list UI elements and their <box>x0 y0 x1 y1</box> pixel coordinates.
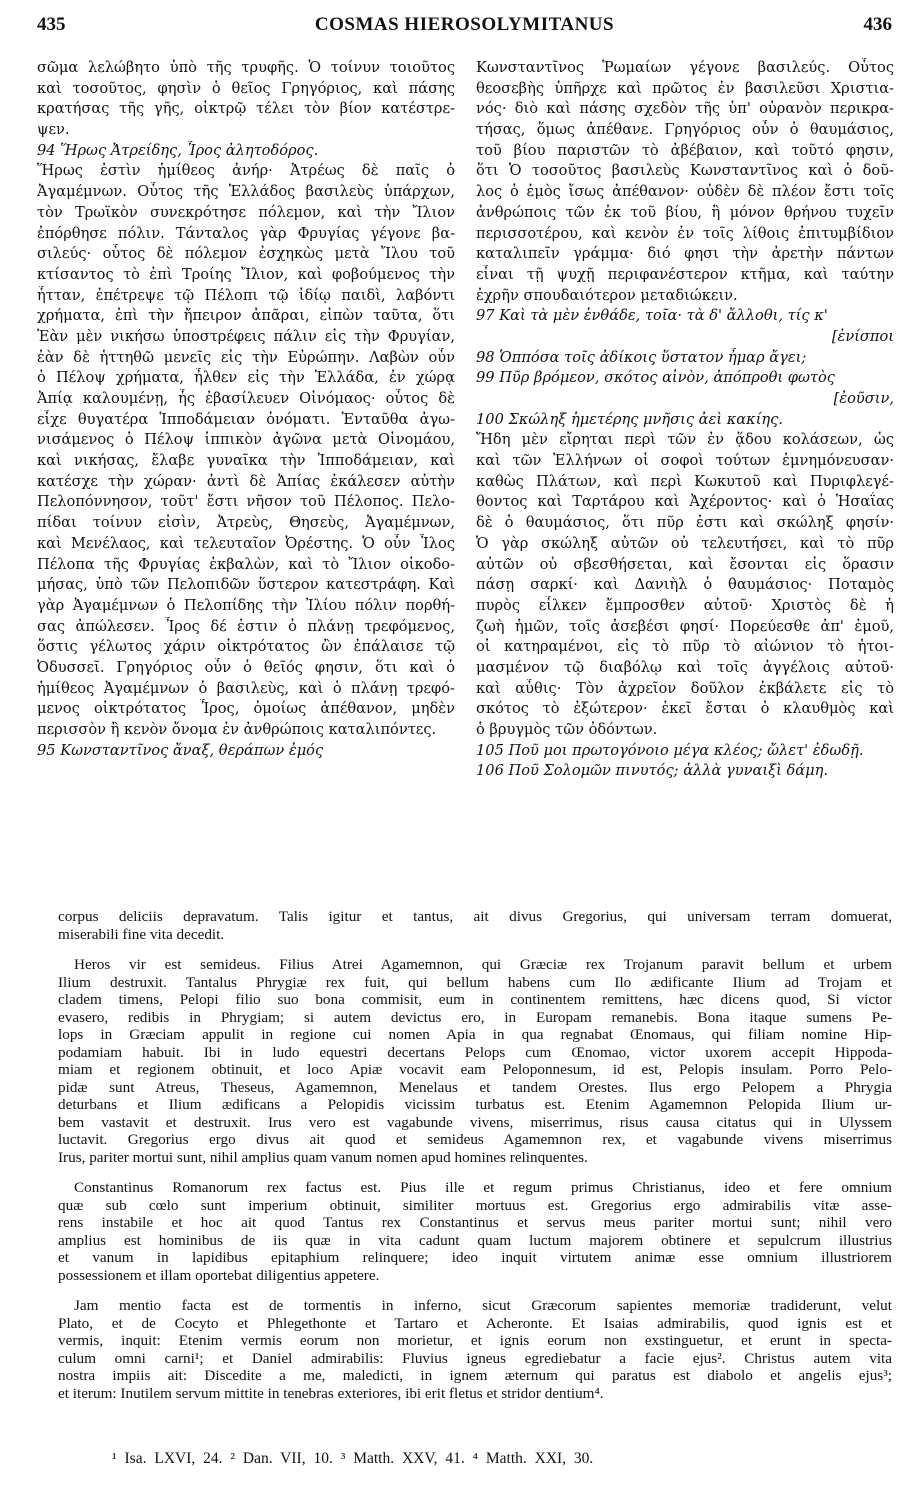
text-line: rens instabile et hoc ait quod Tantus rex Constantinus et servus meus pariter mortui sunt; nihil vero <box>58 1214 892 1231</box>
page-number-left: 435 <box>37 14 66 35</box>
text-line: σῶμα λελώβητο ὑπὸ τῆς τρυφῆς. Ὁ τοίνυν τοιοῦτος <box>37 59 455 76</box>
text-line: θεοσεβὴς ὑπῆρχε καὶ πρῶτος ἐν βασιλεῦσι Χριστια- <box>476 79 894 97</box>
text-line: Ὀδυσσεῖ. Γρηγόριος οὖν ὁ θεῖός φησιν, ὅτι καὶ ὁ <box>37 658 455 676</box>
text-line: περισσὸν ἢ κενὸν ὄνομα ἐν ἀνθρώποις καταλιπόντες. <box>37 721 437 738</box>
text-line: καταλιπεῖν γράμμα· διό φησι τὴν ἀρετὴν πάντων <box>476 245 894 263</box>
text-line: Jam mentio facta est de tormentis in inferno, sicut Græcorum sapientes memoriæ tradiderunt, velut <box>74 1297 892 1314</box>
text-line: γὰρ Ἀγαμέμνων ὁ Πελοπίδης τὴν Ἰλίου πόλιν πορθή- <box>37 596 455 614</box>
text-line: 95 Κωνσταντῖνος ἄναξ, θεράπων ἐμός <box>37 741 324 759</box>
greek-column-left <box>37 58 455 880</box>
text-line: Ilium destruxit. Tantalus Phrygiæ rex fuit, qui bellum habens cum Ilo ædificante Ilium ad Trojam et <box>58 973 892 991</box>
text-line: nostra impiis ait: Discedite a me, maledicti, in ignem æternum qui paratus est diabolo et angelis ejus³; <box>58 1367 892 1384</box>
text-line: pidæ sunt Atreus, Theseus, Agamemnon, Menelaus et tandem Orestes. Ilus ergo Pelopem a Phrygia <box>58 1078 892 1096</box>
text-line: καὶ Μενέλαος, καὶ τελευταῖον Ὀρέστης. Ὁ οὖν Ἶλος <box>37 534 455 552</box>
text-line: vermis, inquit: Etenim vermis eorum non morietur, et ignis eorum non exstinguetur, et erunt in specta- <box>58 1332 892 1349</box>
text-line: νισάμενος ὁ Πέλοψ ἱππικὸν ἀγῶνα μετὰ Οἰνομάου, <box>37 431 455 449</box>
text-line: Irus, pariter mortui sunt, nihil amplius quam vanum nomen apud homines relinquentes. <box>58 1148 588 1166</box>
text-line: σας ἀπώλεσεν. Ἶρος δέ ἐστιν ὁ πλάνῃ τρεφόμενος, <box>37 617 455 635</box>
text-line: μενος οἰκτρότατος Ἶρος, ὁμοίως ἀπέθανον, μηδὲν <box>37 700 455 718</box>
text-line: καὶ τοσοῦτος, φησὶν ὁ θεῖος Γρηγόριος, καὶ πάσης <box>37 79 455 97</box>
text-line: luctavit. Gregorius ergo divus ait quod et semideus Agamemnon rex, et vagabunde vivens miserrimus <box>58 1131 892 1148</box>
text-line: εἶναι τῇ ψυχῇ περιφανέστερον κτῆμα, καὶ ταύτην <box>476 265 894 283</box>
text-line: ζωὴ ἡμῶν, τοῖς ἀσεβέσι φησί· Πορεύεσθε ἀπ' ἐμοῦ, <box>476 617 894 635</box>
text-line: Constantinus Romanorum rex factus est. Pius ille et regum primus Christianus, ideo et fere omnium <box>74 1179 892 1196</box>
text-line: 105 Ποῦ μοι πρωτογόνοιο μέγα κλέος; ὤλετ' ἐδωδῇ. <box>476 741 864 759</box>
text-line: 106 Ποῦ Σολομῶν πινυτός; ἀλλὰ γυναιξὶ δάμη. <box>476 762 828 780</box>
text-line: 97 Καὶ τὰ μὲν ἐνθάδε, τοῖα· τὰ δ' ἄλλοθι, τίς κ' <box>476 307 828 325</box>
text-line: Heros vir est semideus. Filius Atrei Agamemnon, qui Græciæ rex Trojanum paravit bellum et urbem <box>74 956 892 973</box>
text-line: bem vastavit et destruxit. Irus vero est vagabunde vivens, miserrimus, risus causa citatus qui in Ulyssem <box>58 1113 892 1131</box>
text-line: σκότος τὸ ἐξώτερον· ἐκεῖ ἔσται ὁ κλαυθμὸς καὶ <box>476 700 894 718</box>
text-line: εἶχε θυγατέρα Ἱπποδάμειαν ὀνόματι. Ἐνταῦθα ἀγω- <box>37 410 455 428</box>
running-title: COSMAS HIEROSOLYMITANUS <box>314 14 615 35</box>
text-line: Ἀγαμέμνων. Οὗτος τῆς Ἑλλάδος βασιλεὺς ὑπάρχων, <box>37 183 455 201</box>
text-line: καθὼς Πλάτων, καὶ περὶ Κωκυτοῦ καὶ Πυριφλεγέ- <box>476 472 894 490</box>
text-line: αὐτῶν οὐ σβεσθήσεται, καὶ ἔσονται εἰς ὅρασιν <box>476 555 894 573</box>
text-line: 98 Ὁππόσα τοῖς ἀδίκοις ὕστατον ἦμαρ ἄγει; <box>476 348 807 366</box>
text-line: corpus deliciis depravatum. Talis igitur et tantus, ait divus Gregorius, qui universam terram domuerat, <box>58 908 892 925</box>
text-line: Ὁ γὰρ σκώληξ αὐτῶν οὐ τελευτήσει, καὶ τὸ πῦρ <box>476 534 894 552</box>
text-line: λος ὁ ἐμὸς ἴσως ἀπέθανον· οὐδὲν δὲ πλέον ἔστι τοῖς <box>476 183 894 201</box>
text-line: lops in Græciam appulit in regione cui nomen Apia in qua regnabat Œnomaus, qui filiam nomine Hip- <box>58 1026 892 1043</box>
text-line: ἐπόρθησε πόλιν. Τάνταλος γὰρ Φρυγίας γέγονε βα- <box>37 224 455 242</box>
text-line: κτίσαντος τὸ ἐπὶ Τροίης Ἴλιον, καὶ φοβούμενος τὴν <box>37 265 455 283</box>
text-line: ἧτταν, ἐπέτρεψε τῷ Πέλοπι τῷ ἰδίῳ παιδὶ, λαβόντι <box>37 286 455 304</box>
text-line: ἐχρῆν σπουδαιότερον μεταδιώκειν. <box>476 286 738 304</box>
text-line: et vanum in lapidibus epitaphium relinquere; ideo inquit virtutem animæ esse omnium illustriorem <box>58 1249 892 1266</box>
greek-column-right <box>476 58 894 880</box>
running-header <box>37 8 892 42</box>
text-line: ὅστις γέλωτος χάριν οἰκτρότατος ὢν ἐπάλαισε τῷ <box>37 638 455 656</box>
text-line: amplius est hominibus de iis quæ in vita cadunt quam luctum majorem obtinere et sepulcrum illustrius <box>58 1231 892 1249</box>
text-line: Plato, et de Cocyto et Phlegethonte et Tartaro et Acheronte. Et Isaias admirabilis, quod ignis est et <box>58 1314 892 1332</box>
footnotes: ¹ Isa. LXVI, 24. ² Dan. VII, 10. ³ Matth. XXV, 41. ⁴ Matth. XXI, 30. <box>112 1450 594 1467</box>
text-line: Πελοπόννησον, τοῦτ' ἔστι νῆσον τοῦ Πέλοπος. Πελο- <box>37 493 455 511</box>
text-line: Πέλοπα τῆς Φρυγίας ἐκβαλὼν, καὶ τὸ Ἴλιον οἰκοδο- <box>37 555 455 573</box>
text-line: [ἐοῦσιν, <box>833 390 894 407</box>
text-line: ἀνθρώποις τῶν ἐκ τοῦ βίου, ἢ μόνον θρήνου τυχεῖν <box>476 203 894 221</box>
text-line: πυρὸς εἷλκεν ἔμπροσθεν αὐτοῦ· Χριστὸς δὲ ἡ <box>476 596 894 614</box>
text-line: τὸν Τρωϊκὸν συνεκρότησε πόλεμον, καὶ τὴν Ἴλιον <box>37 203 455 221</box>
text-line: Ἤδη μὲν εἴρηται περὶ τῶν ἐν ᾅδου κολάσεων, ὡς <box>476 431 894 449</box>
text-line: culum omni carni¹; et Daniel admirabilis: Fluvius igneus egrediebatur a facie ejus². Christus autem vita <box>58 1349 892 1367</box>
text-line: θοντος καὶ Ταρτάρου καὶ Ἀχέροντος· καὶ ὁ Ἡσαΐας <box>476 493 894 511</box>
text-line: cladem timens, Pelopi filio suo bona commisit, eum in continentem remittens, hæc dicens quod, Si victor <box>58 991 892 1008</box>
text-line: et iterum: Inutilem servum mittite in tenebras exteriores, ibi erit fletus et stridor dentium⁴. <box>58 1384 604 1402</box>
latin-paragraph <box>58 956 892 1166</box>
text-line: καὶ νικήσας, ἔλαβε γυναῖκα τὴν Ἱπποδάμειαν, καὶ <box>37 452 455 470</box>
text-line: τήσας, ὅμως ἀπέθανε. Γρηγόριος οὖν ὁ θαυμάσιος, <box>476 121 894 139</box>
latin-paragraph <box>58 1297 892 1402</box>
text-line: ὅτι Ὁ τοσοῦτος βασιλεὺς Κωνσταντῖνος καὶ ὁ δοῦ- <box>476 162 894 180</box>
text-line: [ἐνίσποι <box>831 327 894 345</box>
text-line: possessionem et illam oportebat diligentius appetere. <box>58 1266 380 1284</box>
text-line: miam et regionem obtinuit, et loco Apiæ vocavit eam Peloponnesum, id est, Pelopis insulam. Porro Pelo- <box>58 1061 892 1078</box>
text-line: ἐὰν δὲ ἡττηθῶ μενεῖς εἰς τὴν Εὐρώπην. Λαβὼν οὖν <box>37 348 455 366</box>
text-line: Κωνσταντῖνος Ῥωμαίων γέγονε βασιλεύς. Οὗτος <box>476 59 894 76</box>
latin-paragraph <box>58 1179 892 1284</box>
text-line: evasero, redibis in Phrygiam; si autem devictus ero, in Europam remanebis. Bona itaque sumens Pe- <box>58 1008 892 1026</box>
text-line: ψεν. <box>37 121 70 139</box>
text-line: 100 Σκώληξ ἡμετέρης μνῆσις ἀεὶ κακίης. <box>476 410 783 428</box>
text-line: Ἥρως ἐστὶν ἡμίθεος ἀνήρ· Ἀτρέως δὲ παῖς ὁ <box>37 162 455 180</box>
text-line: 99 Πῦρ βρόμεον, σκότος αἰνὸν, ἀπόπροθι φωτὸς <box>476 369 835 387</box>
text-line: 94 Ἥρως Ἀτρείδης, Ἶρος ἀλητοδόρος. <box>37 141 319 159</box>
text-line: νός· διὸ καὶ πάσης σχεδὸν τῆς ὑπ' οὐρανὸν περικρα- <box>476 100 894 118</box>
text-line: πάσῃ σαρκί· καὶ Δανιὴλ ὁ θαυμάσιος· Ποταμὸς <box>476 576 894 594</box>
text-line: μήσας, ὑπὸ τῶν Πελοπιδῶν ὕστερον κατεστράφη. Καὶ <box>37 576 455 594</box>
text-line: δὲ ὁ θαυμάσιος, ὅτι πῦρ ἐστι καὶ σκώληξ φησίν· <box>476 514 894 532</box>
text-line: μασμένον τῷ διαβόλῳ καὶ τοῖς ἀγγέλοις αὐτοῦ· <box>476 658 894 676</box>
text-line: podamiam habuit. Ibi in ludo equestri decertans Pelops cum Œnomao, victor uxorem accepit Hippoda- <box>58 1043 892 1061</box>
text-line: περισσοτέρου, καὶ κενὸν ἐν τοῖς λίθοις ἐπιτυμβίδιον <box>476 224 894 242</box>
text-line: κατέσχε τὴν χώραν· ἀντὶ δὲ Ἀπίας ἐκάλεσεν αὐτὴν <box>37 472 455 490</box>
text-line: ἡμίθεος Ἀγαμέμνων ὁ βασιλεὺς, καὶ ὁ πλάνῃ τρεφό- <box>37 679 455 697</box>
text-line: οἱ κατηραμένοι, εἰς τὸ πῦρ τὸ αἰώνιον τὸ ἡτοι- <box>476 638 894 656</box>
text-line: ὁ Πέλοψ χρήματα, ἦλθεν εἰς τὴν Ἑλλάδα, ἐν χώρᾳ <box>37 369 455 387</box>
text-line: χρήματα, ἐπὶ τὴν ἤπειρον ἀπᾶραι, εἰπὼν ταῦτα, ὅτι <box>37 307 455 325</box>
text-line: πίδαι τοίνυν εἰσὶν, Ἀτρεὺς, Θησεὺς, Ἀγαμέμνων, <box>37 514 455 532</box>
latin-translation <box>58 908 892 1408</box>
text-line: σιλεύς· οὗτος δὲ πόλεμον ἐσχηκὼς μετὰ Ἴλου τοῦ <box>37 245 455 263</box>
text-line: miserabili fine vita decedit. <box>58 925 225 943</box>
text-line: deturbans et Ilium ædificans a Pelopidis vicissim turbatus est. Etenim Agamemnon Pelopida Ilium ur- <box>58 1096 892 1113</box>
text-line: Ἀπίᾳ καλουμένῃ, ἧς ἐβασίλευεν Οἰνόμαος· οὗτος δὲ <box>37 390 455 407</box>
latin-paragraph <box>58 908 892 943</box>
page-number-right: 436 <box>863 14 892 35</box>
text-line: καὶ αὖθις· Τὸν ἀχρεῖον δοῦλον ἐκβάλετε εἰς τὸ <box>476 679 894 697</box>
text-line: quæ sub cœlo sunt imperium obtinuit, similiter mortuus est. Gregorius ergo admirabilis vitæ asse- <box>58 1196 892 1214</box>
text-line: τοῦ βίου παριστῶν τὸ ἀβέβαιον, καὶ τοῦτό φησιν, <box>476 141 894 159</box>
text-line: κρατήσας τῆς γῆς, οἰκτρῷ τέλει τὸν βίον κατέστρε- <box>37 100 455 118</box>
text-line: ὁ βρυγμὸς τῶν ὀδόντων. <box>476 721 658 738</box>
text-line: καὶ τῶν Ἑλλήνων οἱ σοφοὶ τούτων ἐμνημόνευσαν· <box>476 452 894 470</box>
text-line: Ἐὰν μὲν νικήσω ὑποστρέφεις πάλιν εἰς τὴν Φρυγίαν, <box>37 327 455 345</box>
